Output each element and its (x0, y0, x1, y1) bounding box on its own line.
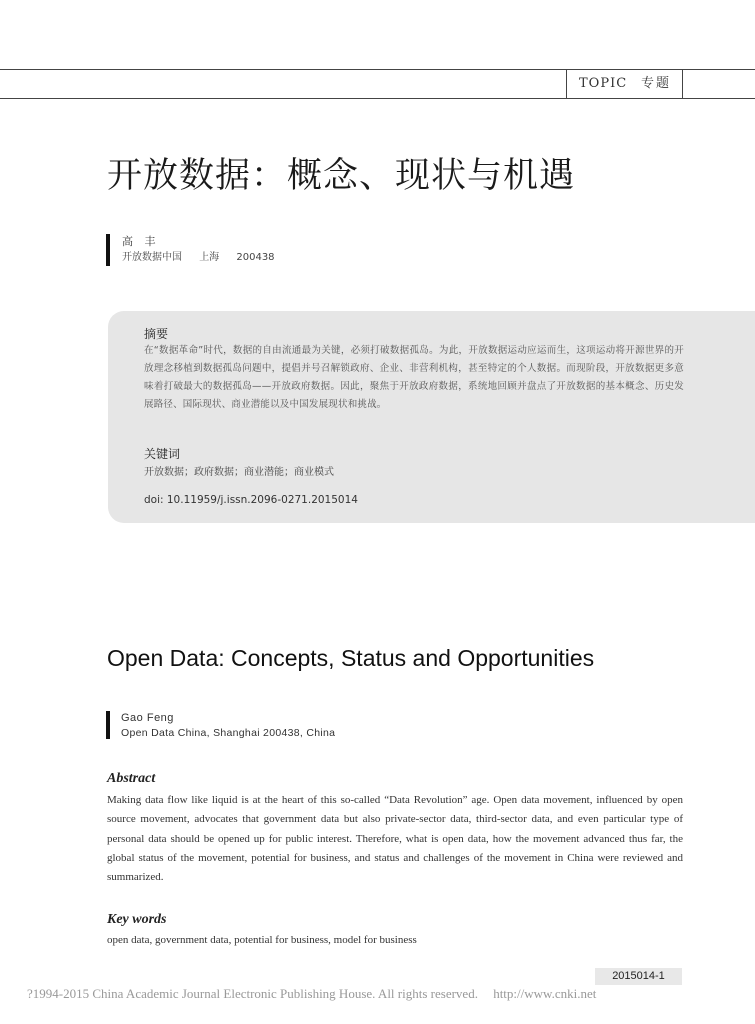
abstract-heading-en: Abstract (107, 771, 156, 786)
affiliation-postcode-zh: 200438 (236, 252, 275, 263)
keywords-text-en: open data, government data, potential for business, model for business (107, 934, 417, 946)
keywords-heading-zh: 关键词 (144, 447, 181, 461)
keywords-heading-en: Key words (107, 912, 167, 927)
author-block-en (106, 711, 335, 739)
abstract-text-zh: 在“数据革命”时代，数据的自由流通最为关键，必须打破数据孤岛。为此，开放数据运动应运而生，这项运动将开源世界的开放理念移植到数据孤岛问题中，提倡并号召解锁政府、企业、非营利机构，甚至特定的个人数据。而现阶段，开放数据更多意味着打破最大的数据孤岛——开放政府数据。因此，聚焦于开放政府数据，系统地回顾并盘点了开放数据的基本概念、历史发展路径、国际现状、商业潜能以及中国发展现状和挑战。 (144, 345, 684, 410)
copyright-text: ?1994-2015 China Academic Journal Electronic Publishing House. All rights reserved. (27, 986, 478, 1001)
topic-label-box (566, 70, 683, 98)
author-name-zh: 高 丰 (122, 235, 160, 248)
copyright-footer (27, 986, 596, 1002)
affiliation-org-zh: 开放数据中国 (122, 252, 182, 263)
keywords-text-zh: 开放数据；政府数据；商业潜能；商业模式 (144, 467, 334, 478)
author-name-en: Gao Feng (121, 712, 174, 724)
abstract-box-zh (108, 311, 755, 523)
author-affiliation-en: Open Data China, Shanghai 200438, China (121, 727, 336, 739)
abstract-heading-zh: 摘要 (144, 327, 169, 341)
topic-label-zh: 专题 (641, 76, 672, 91)
author-block-zh (106, 234, 289, 266)
page-title-zh: 开放数据：概念、现状与机遇 (107, 156, 576, 196)
topic-label-en: TOPIC (579, 76, 628, 91)
footer-url-link[interactable]: http://www.cnki.net (493, 986, 597, 1001)
abstract-text-en: Making data flow like liquid is at the heart of this so-called “Data Revolution” age. Open data movement, influenced by open source movement, advocates that government data but also private-sector data, third-sector data, and even particular type of personal data should be opened up for public interest. Therefore, what is open data, how the movement advanced thus far, the global status of the movement, potential for business, and status and challenges of the movement in China were reviewed and summarized. (107, 794, 683, 884)
author-affiliation-zh (122, 249, 289, 266)
doi-text[interactable]: doi: 10.11959/j.issn.2096-0271.2015014 (144, 494, 358, 506)
header-bar (0, 69, 755, 99)
page-title-en: Open Data: Concepts, Status and Opportunities (107, 645, 595, 671)
page-number-badge: 2015014-1 (595, 968, 682, 985)
affiliation-city-zh: 上海 (199, 252, 220, 263)
